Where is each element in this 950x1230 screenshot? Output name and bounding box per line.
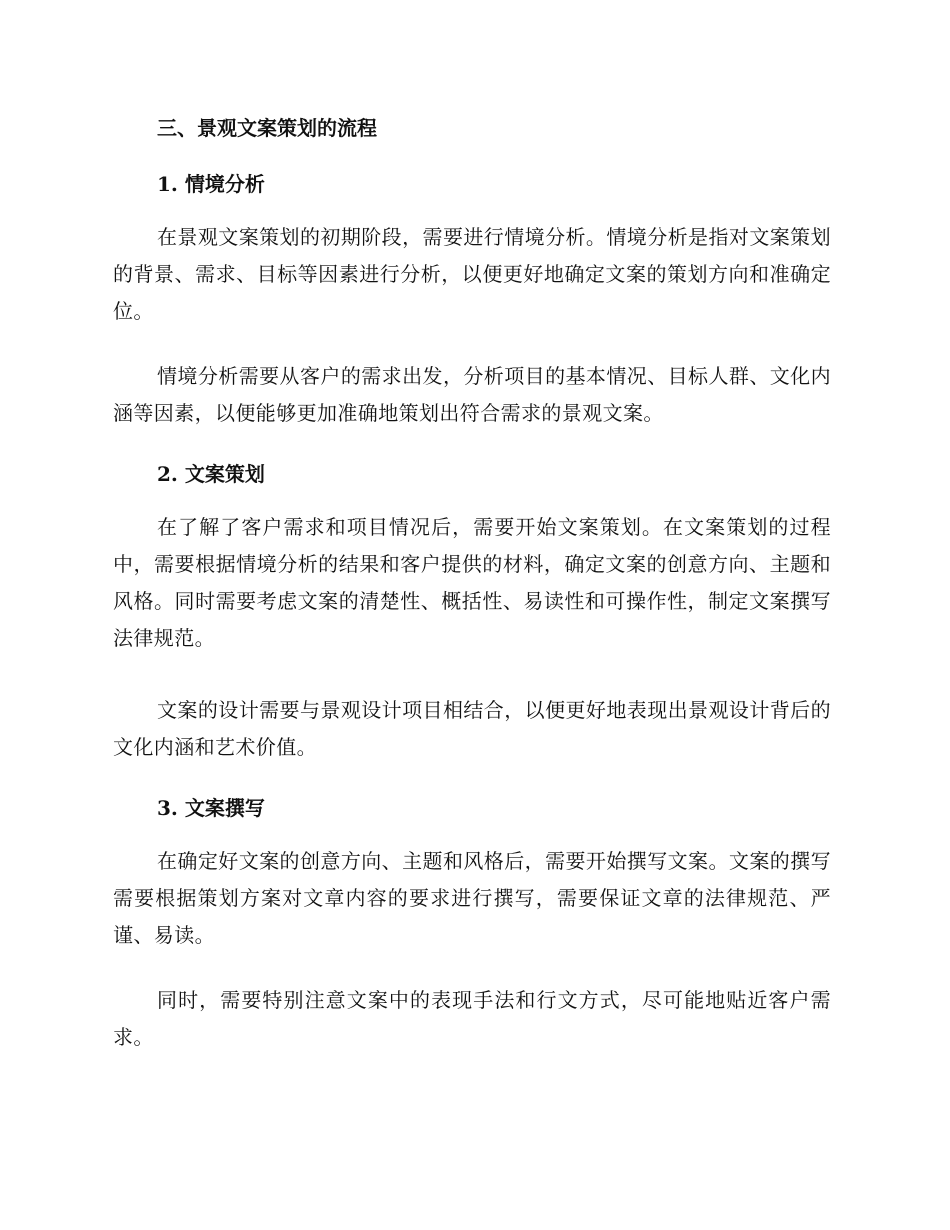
paragraph: 在景观文案策划的初期阶段，需要进行情境分析。情境分析是指对文案策划的背景、需求、目标等因素进行分析，以便更好地确定文案的策划方向和准确定位。 [113, 225, 831, 323]
subsection-heading-copywriting: 3. 文案撰写 [157, 796, 265, 820]
paragraph: 情境分析需要从客户的需求出发，分析项目的基本情况、目标人群、文化内涵等因素，以便能够更加准确地策划出符合需求的景观文案。 [113, 364, 831, 425]
document-page [113, 0, 831, 1230]
section-heading: 三、景观文案策划的流程 [157, 116, 377, 140]
paragraph: 在确定好文案的创意方向、主题和风格后，需要开始撰写文案。文案的撰写需要根据策划方案对文章内容的要求进行撰写，需要保证文章的法律规范、严谨、易读。 [113, 849, 831, 947]
paragraph: 同时，需要特别注意文案中的表现手法和行文方式，尽可能地贴近客户需求。 [113, 988, 831, 1049]
subsection-heading-copy-planning: 2. 文案策划 [157, 462, 265, 486]
paragraph: 在了解了客户需求和项目情况后，需要开始文案策划。在文案策划的过程中，需要根据情境分析的结果和客户提供的材料，确定文案的创意方向、主题和风格。同时需要考虑文案的清楚性、概括性、易读性和可操作性，制定文案撰写法律规范。 [113, 515, 831, 650]
paragraph: 文案的设计需要与景观设计项目相结合，以便更好地表现出景观设计背后的文化内涵和艺术价值。 [113, 698, 831, 759]
subsection-heading-situation-analysis: 1. 情境分析 [157, 172, 265, 196]
